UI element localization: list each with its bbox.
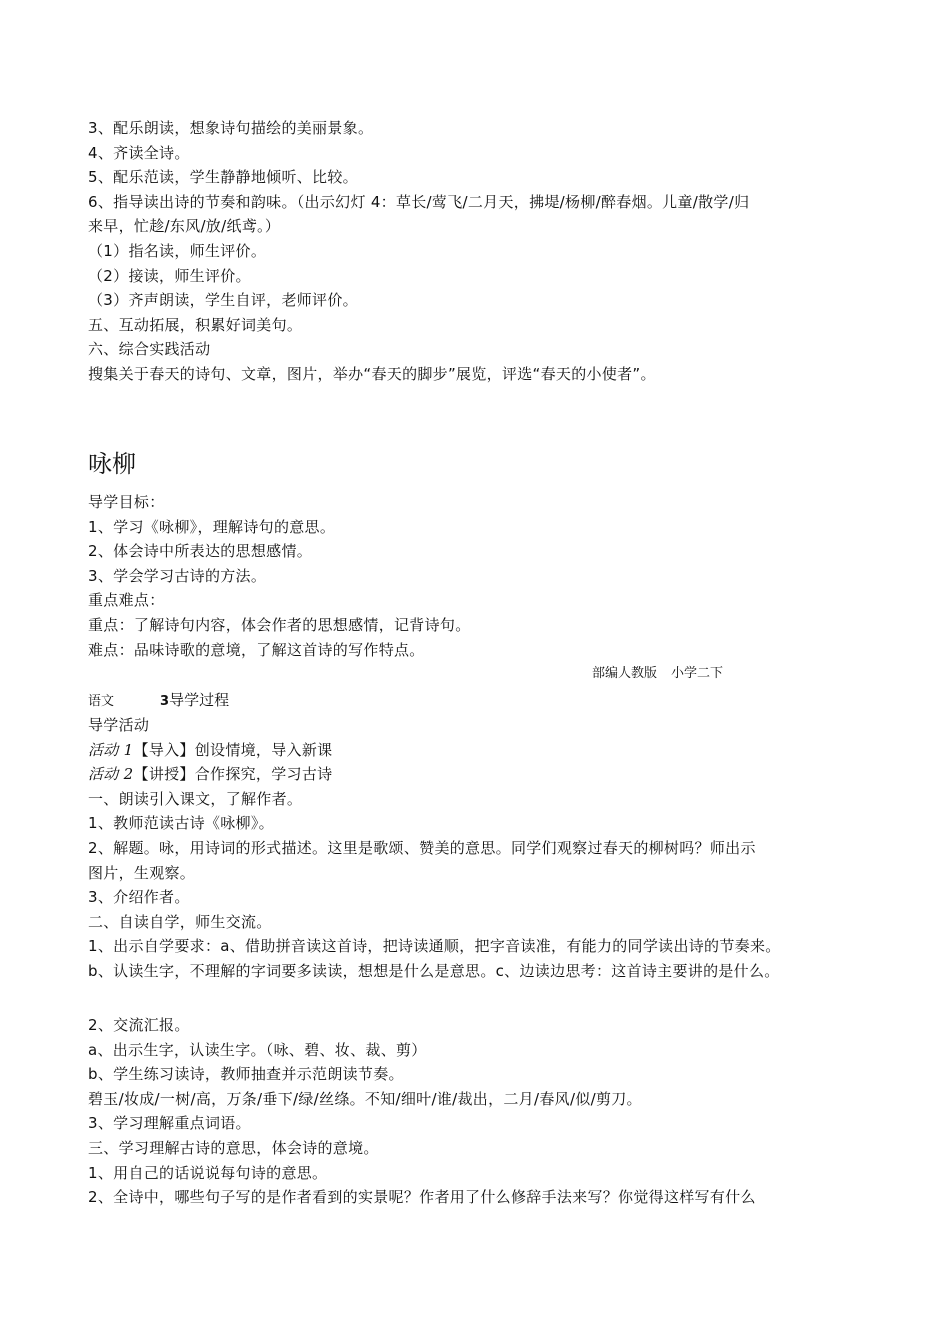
section-heading (88, 688, 229, 714)
activity-text: 【讲授】合作探究，学习古诗 (133, 765, 333, 784)
grade-label: 小学二下 (671, 666, 724, 681)
text-line: （3）齐声朗读，学生自评，老师评价。 (88, 291, 358, 310)
activity-text: 【导入】创设情境，导入新课 (133, 740, 333, 759)
text-line: 5、配乐范读，学生静静地倾听、比较。 (88, 168, 358, 187)
text-line: 难点：品味诗歌的意境，了解这首诗的写作特点。 (88, 640, 425, 659)
text-line: 3、学会学习古诗的方法。 (88, 566, 267, 585)
text-line: 2、交流汇报。 (88, 1016, 190, 1034)
activity-label: 活动 2 (88, 765, 134, 784)
text-line: 1、用自己的话说说每句诗的意思。 (88, 1163, 328, 1182)
activity-label: 活动 1 (88, 740, 134, 759)
text-line: 重点难点： (88, 591, 165, 610)
publisher-info (592, 664, 737, 684)
text-line: 3、学习理解重点词语。 (88, 1114, 251, 1133)
text-line: 五、互动拓展，积累好词美句。 (88, 315, 303, 334)
text-line: 2、解题。咏，用诗词的形式描述。这里是歌颂、赞美的意思。同学们观察过春天的柳树吗？师出示 (88, 838, 756, 857)
text-line: 4、齐读全诗。 (88, 143, 190, 162)
text-line: 6、指导读出诗的节奏和韵味。（出示幻灯 4：草长/莺飞/二月天，拂堤/杨柳/醉春烟。儿童/散学/归 (88, 192, 750, 211)
text-block-intro (88, 116, 888, 387)
text-line: 图片，生观察。 (88, 863, 196, 882)
text-line: b、认读生字，不理解的字词要多读读，想想是什么是意思。c、边读边思考：这首诗主要讲的是什么。 (88, 961, 780, 980)
text-line: 重点：了解诗句内容，体会作者的思想感情，记背诗句。 (88, 615, 471, 634)
text-line: 导学活动 (88, 716, 150, 734)
text-line: 2、体会诗中所表达的思想感情。 (88, 542, 313, 561)
text-line: 三、学习理解古诗的意思，体会诗的意境。 (88, 1138, 379, 1157)
text-line: 2、全诗中，哪些句子写的是作者看到的实景呢？作者用了什么修辞手法来写？你觉得这样写有什么 (88, 1188, 756, 1207)
text-block-activities (88, 713, 888, 984)
text-line: 二、自读自学，师生交流。 (88, 912, 272, 931)
section-number: 3 (160, 694, 170, 709)
text-line: 碧玉/妆成/一树/高，万条/垂下/绿/丝绦。不知/细叶/谁/裁出，二月/春风/似/剪刀。 (88, 1089, 642, 1108)
text-line: 1、出示自学要求：a、借助拼音读这首诗，把诗读通顺，把字音读准，有能力的同学读出诗的节奏来。 (88, 937, 781, 956)
text-block-report (88, 1013, 888, 1210)
text-line: （2）接读，师生评价。 (88, 266, 251, 285)
lesson-title: 咏柳 (88, 450, 136, 478)
text-line: 搜集关于春天的诗句、文章，图片，举办“春天的脚步”展览，评选“春天的小使者”。 (88, 364, 656, 383)
text-line: 六、综合实践活动 (88, 340, 211, 359)
text-line: 1、学习《咏柳》，理解诗句的意思。 (88, 517, 336, 536)
text-block-goals (88, 490, 888, 662)
subject-label: 语文 (88, 694, 115, 709)
text-line: 3、介绍作者。 (88, 888, 190, 907)
text-line: 3、配乐朗读，想象诗句描绘的美丽景象。 (88, 119, 374, 137)
text-line: a、出示生字，认读生字。（咏、碧、妆、裁、剪） (88, 1040, 427, 1059)
text-line: b、学生练习读诗，教师抽查并示范朗读节奏。 (88, 1065, 404, 1084)
text-line: 一、朗读引入课文，了解作者。 (88, 789, 303, 808)
activity-line (88, 738, 888, 763)
activity-line (88, 762, 888, 787)
text-line: 1、教师范读古诗《咏柳》。 (88, 814, 274, 833)
text-line: 导学目标： (88, 493, 165, 511)
text-line: （1）指名读，师生评价。 (88, 241, 267, 260)
publisher-label: 部编人教版 (592, 666, 658, 681)
process-label: 导学过程 (169, 691, 230, 709)
text-line: 来早，忙趁/东风/放/纸鸢。） (88, 217, 281, 236)
